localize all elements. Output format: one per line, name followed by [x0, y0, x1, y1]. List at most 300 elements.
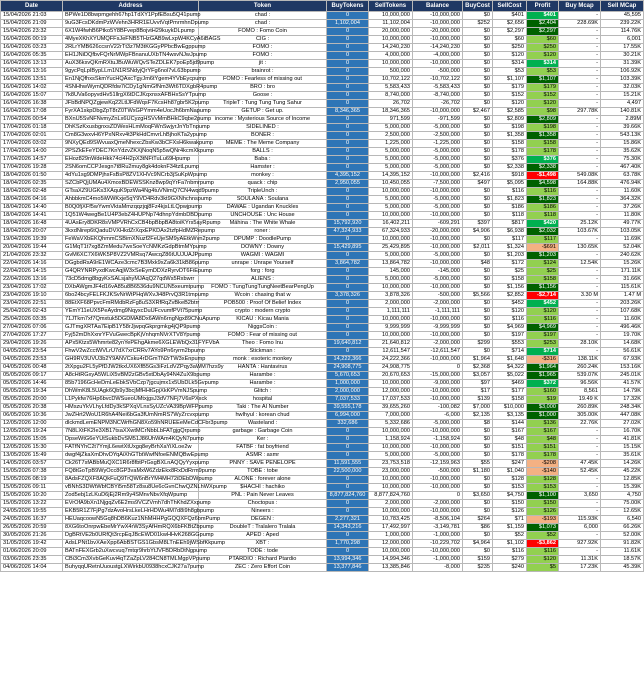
table-row — [1, 252, 644, 260]
cell-buy-mcap: 3.30 M — [559, 292, 601, 300]
cell-buy-tokens: 0 — [327, 36, 369, 44]
cell-sell-cost: $1,159 — [493, 524, 527, 532]
cell-buy-tokens: 15,429,895 — [327, 244, 369, 252]
cell-buy-tokens: 1,000,000 — [327, 380, 369, 388]
cell-buy-mcap: 228.69K — [559, 20, 601, 28]
cell-buy-cost: $252 — [463, 20, 493, 28]
cell-sell-tokens: 17,492,997 — [369, 524, 413, 532]
cell-buy-tokens: 0 — [327, 484, 369, 492]
cell-balance: -10,000,000 — [413, 60, 463, 68]
cell-sell-cost: $172 — [493, 260, 527, 268]
cell-buy-tokens: 0 — [327, 124, 369, 132]
cell-sell-mcap: 6,540 — [601, 516, 644, 524]
cell-address: FyrXA1skpDbgZpT8rZ0TWxGPYmm4eUocJh6bmNapump — [63, 108, 199, 116]
cell-buy-mcap: 22.76K — [559, 420, 601, 428]
cell-buy-mcap: - — [559, 76, 601, 84]
cell-profit: -$1,498 — [527, 172, 559, 180]
cell-date: 15/05/2026 10:20 — [1, 492, 63, 500]
cell-buy-mcap: - — [559, 300, 601, 308]
cell-buy-mcap: 297.78K — [559, 108, 601, 116]
cell-profit: $401 — [527, 12, 559, 20]
cell-sell-mcap: 11.80K — [601, 212, 644, 220]
table-row — [1, 388, 644, 396]
cell-address: dlckmdLemENPM3NCWrfhGN8Xo59hNRUEEeMeCdCFbr3pump — [63, 420, 199, 428]
cell-buy-tokens: 0 — [327, 204, 369, 212]
cell-balance: -10,000,000 — [413, 484, 463, 492]
cell-sell-mcap: 114.76K — [601, 28, 644, 36]
cell-address: 73cD5dmg8bgyKxSALsjahyMJAqQ27qdWs5Rxbwrr — [63, 276, 199, 284]
cell-address: L1Pykfw76Hp6bvcDWSueoUMtxjgsJ3dV7NFj7V6sPXxck — [63, 396, 199, 404]
table-row — [1, 156, 644, 164]
cell-profit: $250 — [527, 44, 559, 52]
cell-sell-tokens: 8,740,000 — [369, 92, 413, 100]
cell-profit: $158 — [527, 276, 559, 284]
cell-address: JwZHrt2WoU1R6hA4Nei6bGa3fUmNmRS7WyZrcvxpump — [63, 412, 199, 420]
cell-sell-cost: $144 — [493, 420, 527, 428]
cell-buy-tokens: 2,950,055 — [327, 180, 369, 188]
cell-balance: -5,000,000 — [413, 252, 463, 260]
cell-token: Theo : Fomo Inu — [199, 340, 327, 348]
cell-sell-cost: $158 — [493, 396, 527, 404]
cell-sell-cost: $117 — [493, 236, 527, 244]
cell-date: 27/04/2026 07:06 — [1, 324, 63, 332]
cell-token: TripleUnch : — [199, 188, 327, 196]
cell-sell-cost: $120 — [493, 308, 527, 316]
cell-token: FOMO : Fear of missing out — [199, 332, 327, 340]
cell-sell-mcap: 245.01K — [601, 372, 644, 380]
cell-profit: $186 — [527, 204, 559, 212]
cell-sell-tokens: 1,225,000 — [369, 140, 413, 148]
cell-sell-mcap: 240.62K — [601, 252, 644, 260]
cell-token: XBT : — [199, 540, 327, 548]
cell-address: BXnU5SvNFNvmyZnLx6UCyzgHSVvMmBHkC9qbe2pump — [63, 116, 199, 124]
cell-sell-tokens: 10,000,000 — [369, 444, 413, 452]
cell-sell-cost: $150 — [493, 500, 527, 508]
cell-sell-mcap: 239.22K — [601, 20, 644, 28]
cell-buy-cost: $0 — [463, 12, 493, 20]
cell-sell-tokens: 5,000,000 — [369, 252, 413, 260]
cell-buy-tokens: 7,037,533 — [327, 396, 369, 404]
cell-token: Taki : The AI Number — [199, 404, 327, 412]
cell-profit: $1,107 — [527, 76, 559, 84]
cell-address: En1NjQfhxsSkmYucHQAxcTgyJm6tYgem4YVbEycpump — [63, 76, 199, 84]
cell-buy-tokens: 0 — [327, 452, 369, 460]
cell-buy-mcap: 115.93K — [559, 516, 601, 524]
cell-buy-mcap: 19.49 K — [559, 396, 601, 404]
cell-date: 16/04/2026 03:23 — [1, 44, 63, 52]
cell-buy-mcap: - — [559, 132, 601, 140]
cell-buy-cost: $0 — [463, 452, 493, 460]
cell-buy-cost: $0 — [463, 484, 493, 492]
cell-sell-mcap: 66.26K — [601, 524, 644, 532]
cell-sell-tokens: 20,000,000 — [369, 28, 413, 36]
cell-buy-tokens: 0 — [327, 84, 369, 92]
column-header-balance: Balance — [413, 1, 463, 12]
cell-date: 18/04/2026 02:35 — [1, 180, 63, 188]
cell-token: Choctopus : — [199, 500, 327, 508]
cell-buy-tokens: 8,877,824,760 — [327, 492, 369, 500]
cell-buy-mcap: - — [559, 428, 601, 436]
cell-sell-cost: $197 — [493, 332, 527, 340]
table-row — [1, 436, 644, 444]
cell-date: 23/04/2026 22:51 — [1, 300, 63, 308]
cell-token: DEGEN : — [199, 516, 327, 524]
cell-sell-tokens: 5,000,000 — [369, 196, 413, 204]
cell-address: AhbbkmC4mo5iWWKxje5qY9VD4Rdv3kt9GXNhchnspump — [63, 196, 199, 204]
cell-buy-tokens: 0 — [327, 100, 369, 108]
cell-sell-tokens: 12,000,000 — [369, 388, 413, 396]
cell-sell-mcap: 17.55K — [601, 44, 644, 52]
cell-date: 16/04/2026 16:38 — [1, 100, 63, 108]
cell-sell-mcap: 35.61K — [601, 452, 644, 460]
cell-address: Fyj52mDhXxnrYFVuGwecBpKjVnhqmNVrXTV8Ypump — [63, 332, 199, 340]
cell-sell-cost: $151 — [493, 444, 527, 452]
cell-sell-tokens: 17,037,533 — [369, 396, 413, 404]
cell-buy-cost: $0 — [463, 44, 493, 52]
cell-date: 25/04/2026 03:35 — [1, 316, 63, 324]
cell-buy-cost: $0 — [463, 156, 493, 164]
cell-token: forg : forg — [199, 268, 327, 276]
cell-sell-mcap: 115.61K — [601, 284, 644, 292]
cell-sell-mcap: 14.79K — [601, 388, 644, 396]
cell-buy-tokens: 13,994,346 — [327, 556, 369, 564]
cell-date: 22/04/2026 14:16 — [1, 260, 63, 268]
cell-sell-mcap: 16.70K — [601, 428, 644, 436]
cell-token: NiggsCoin : — [199, 324, 327, 332]
table-row — [1, 348, 644, 356]
cell-profit: $253 — [527, 340, 559, 348]
cell-sell-mcap: 45,595 — [601, 12, 644, 20]
cell-balance: -10,000,000 — [413, 316, 463, 324]
cell-date: 05/05/2026 20:00 — [1, 396, 63, 404]
cell-balance: -12,159,963 — [413, 460, 463, 468]
table-row — [1, 28, 644, 36]
cell-token: $HACHI : hachiko — [199, 484, 327, 492]
cell-balance: -2,500,000 — [413, 132, 463, 140]
cell-buy-tokens: 0 — [327, 28, 369, 36]
cell-profit: $116 — [527, 548, 559, 556]
cell-profit: $2,297 — [527, 28, 559, 36]
cell-buy-tokens: 1,102,004 — [327, 20, 369, 28]
cell-address: 8AdsFZQXF8AQkFuQ9TrQW6nBrYM4MH72iDEbDWpump — [63, 476, 199, 484]
column-header-token: Token — [199, 1, 327, 12]
cell-balance: -8,506,104 — [413, 516, 463, 524]
cell-address: 6bo24bcyFELFKJKSvNrWtPHqWXvJi48PrvQ3R1tmpump — [63, 292, 199, 300]
table-row — [1, 516, 644, 524]
cell-balance: -8,000 — [413, 564, 463, 572]
cell-buy-mcap: - — [559, 284, 601, 292]
cell-sell-cost: $2,585 — [493, 108, 527, 116]
cell-sell-mcap: 15.86K — [601, 140, 644, 148]
cell-buy-tokens: 0 — [327, 308, 369, 316]
table-row — [1, 228, 644, 236]
cell-buy-tokens: 0 — [327, 348, 369, 356]
cell-sell-cost: $120 — [493, 100, 527, 108]
cell-sell-mcap: 11.60K — [601, 316, 644, 324]
cell-sell-tokens: 10,000,000 — [369, 332, 413, 340]
cell-sell-cost: $1,107 — [493, 76, 527, 84]
cell-sell-mcap: 11.69K — [601, 236, 644, 244]
table-row — [1, 188, 644, 196]
table-row — [1, 468, 644, 476]
cell-token: SIDELINED : — [199, 124, 327, 132]
table-row — [1, 52, 644, 60]
cell-buy-cost: $0 — [463, 36, 493, 44]
table-row — [1, 212, 644, 220]
cell-balance: -1,000,000 — [413, 532, 463, 540]
cell-date: 17/04/2026 14:00 — [1, 148, 63, 156]
cell-sell-mcap: 15.15K — [601, 444, 644, 452]
cell-buy-tokens: 0 — [327, 116, 369, 124]
cell-buy-tokens: 0 — [327, 196, 369, 204]
cell-token: GETUP : Get up. — [199, 108, 327, 116]
cell-sell-cost: $5,022 — [493, 372, 527, 380]
cell-sell-tokens: 9,999,999 — [369, 324, 413, 332]
cell-sell-cost: $158 — [493, 276, 527, 284]
cell-token: FATBF : fat boyfriend — [199, 444, 327, 452]
cell-balance: -8,740,000 — [413, 92, 463, 100]
table-row — [1, 364, 644, 372]
column-header-sell-tokens: SellTokens — [369, 1, 413, 12]
cell-profit: -$140 — [527, 468, 559, 476]
cell-profit: -$208 — [527, 460, 559, 468]
cell-date: 12/05/2026 19:24 — [1, 428, 63, 436]
cell-sell-tokens: 1,111,111 — [369, 308, 413, 316]
cell-buy-tokens: 2,000,000 — [327, 388, 369, 396]
cell-date: 13/05/2026 15:49 — [1, 452, 63, 460]
cell-buy-tokens: 8,346,365 — [327, 108, 369, 116]
cell-balance: -609,291 — [413, 220, 463, 228]
cell-sell-mcap: 12.85K — [601, 476, 644, 484]
cell-buy-mcap: - — [559, 12, 601, 20]
cell-balance: -10,000,000 — [413, 332, 463, 340]
cell-token: TODE : tode — [199, 548, 327, 556]
cell-sell-tokens: 2,000,000 — [369, 500, 413, 508]
cell-balance: -5,583,433 — [413, 84, 463, 92]
cell-buy-mcap: 8,561 — [559, 388, 601, 396]
cell-date: 24/05/2026 19:55 — [1, 508, 63, 516]
table-row — [1, 116, 644, 124]
cell-address: 9uG3FcsDKdmPzWVehn3HRR1EUvvtVqtPmrmhnDpump — [63, 20, 199, 28]
cell-buy-tokens: 0 — [327, 12, 369, 20]
cell-buy-mcap: - — [559, 36, 601, 44]
cell-sell-cost: $553 — [493, 340, 527, 348]
cell-sell-cost: $25 — [493, 268, 527, 276]
cell-address: Ck26T7sfABbMuQXC1R6r8fbtPrGsgBXLnAQQyYyxpump — [63, 460, 199, 468]
cell-buy-tokens: 0 — [327, 316, 369, 324]
table-row — [1, 460, 644, 468]
cell-sell-mcap: 447.08K — [601, 412, 644, 420]
cell-sell-tokens: 1,158,924 — [369, 436, 413, 444]
cell-sell-tokens: 16,402,211 — [369, 220, 413, 228]
table-row — [1, 68, 644, 76]
cell-date: 05/05/2026 20:38 — [1, 404, 63, 412]
cell-token: Glitch : — [199, 388, 327, 396]
cell-balance: -2,000,000 — [413, 500, 463, 508]
cell-sell-tokens: 500,000 — [369, 68, 413, 76]
cell-token: APED : Aped — [199, 532, 327, 540]
cell-sell-tokens: 21,640,812 — [369, 340, 413, 348]
header-row — [1, 1, 644, 12]
cell-sell-cost: $116 — [493, 548, 527, 556]
cell-profit: -$193 — [527, 516, 559, 524]
cell-sell-cost: $120 — [493, 52, 527, 60]
cell-address: DgBRtVE2b0URfQt3rcpEqJBcEWD01kwHHvK268GGpump — [63, 532, 199, 540]
cell-buy-mcap: 260.24K — [559, 364, 601, 372]
cell-buy-cost: $4,906 — [463, 228, 493, 236]
cell-token: PNL : Pain Never Leaves — [199, 492, 327, 500]
cell-sell-mcap: 4,750 — [601, 492, 644, 500]
cell-token: FOMO : TungTungTungNeetBearPengUp — [199, 284, 327, 292]
cell-address: dwgf4jZkaXmDhvDYqAiXhGTbtWwfNfoeENMQBwEpump — [63, 452, 199, 460]
cell-buy-mcap: - — [559, 188, 601, 196]
cell-balance: -500,000 — [413, 468, 463, 476]
cell-date: 18/04/2026 02:48 — [1, 188, 63, 196]
table-row — [1, 404, 644, 412]
cell-buy-mcap: - — [559, 236, 601, 244]
cell-sell-cost: $4,322 — [493, 364, 527, 372]
cell-profit: $124 — [527, 260, 559, 268]
cell-profit: $160 — [527, 388, 559, 396]
cell-sell-cost: $3,135 — [493, 412, 527, 420]
cell-address: 2PSZkEFeYDEC7KnYdzvZKXjNoqN5p5wQNr4kcmXkpump — [63, 148, 199, 156]
cell-buy-cost: $0 — [463, 276, 493, 284]
cell-balance: -1,000,000 — [413, 556, 463, 564]
cell-sell-tokens: 10,000,000 — [369, 316, 413, 324]
cell-sell-mcap: 248.34K — [601, 404, 644, 412]
cell-sell-tokens: 7,000,000 — [369, 412, 413, 420]
cell-buy-tokens: 13,377,846 — [327, 564, 369, 572]
cell-date: 04/06/2026 14:04 — [1, 564, 63, 572]
cell-buy-mcap: 12.54K — [559, 260, 601, 268]
cell-sell-tokens: 24,908,775 — [369, 364, 413, 372]
cell-buy-cost: $0 — [463, 140, 493, 148]
cell-buy-cost: $0 — [463, 236, 493, 244]
cell-address: 3kxdNirep6tQaduDVXHkdZrXqxEPKDAx2tzfpHdMZRepump — [63, 228, 199, 236]
cell-profit: $314 — [527, 60, 559, 68]
cell-buy-tokens: 0 — [327, 324, 369, 332]
cell-buy-cost: $0 — [463, 348, 493, 356]
cell-address: AdsLPNt1bvXAeXpp6AbBSTGS1GbsM8LTnEEh9jWSbfKkpump — [63, 540, 199, 548]
cell-sell-tokens: 5,332,686 — [369, 420, 413, 428]
cell-sell-mcap: 37.26K — [601, 204, 644, 212]
cell-sell-cost: $10,000 — [493, 404, 527, 412]
cell-date: 15/05/2026 13:22 — [1, 500, 63, 508]
table-row — [1, 332, 644, 340]
cell-address: 9gycPqLpIBypLLm1N1RSNdyjQrYFg6nol7vL63bpump — [63, 68, 199, 76]
cell-sell-tokens: 10,000,000 — [369, 380, 413, 388]
table-row — [1, 412, 644, 420]
cell-profit: $116 — [527, 188, 559, 196]
cell-sell-cost: $918 — [493, 172, 527, 180]
cell-buy-mcap: - — [559, 124, 601, 132]
cell-buy-cost: $0 — [463, 428, 493, 436]
cell-buy-cost: $0 — [463, 76, 493, 84]
table-row — [1, 300, 644, 308]
cell-date: 22/04/2026 13:16 — [1, 276, 63, 284]
cell-address: vBNhS3DWtWbfCBYi5m58Tz8su8Ue6cGvnChwQZNLhWXpump — [63, 484, 199, 492]
cell-sell-mcap: 91.82K — [601, 540, 644, 548]
cell-balance: -10,000,000 — [413, 396, 463, 404]
cell-buy-tokens: 0 — [327, 140, 369, 148]
cell-buy-tokens: 0 — [327, 60, 369, 68]
table-row — [1, 44, 644, 52]
cell-token: Ker : — [199, 436, 327, 444]
cell-sell-cost: $247 — [493, 460, 527, 468]
cell-buy-mcap: - — [559, 332, 601, 340]
cell-date: 18/04/2026 16:48 — [1, 220, 63, 228]
cell-sell-cost: $376 — [493, 156, 527, 164]
cell-buy-cost: $0 — [463, 284, 493, 292]
cell-balance: -10,702,122 — [413, 76, 463, 84]
cell-buy-cost: $0 — [463, 332, 493, 340]
cell-sell-mcap: 75.00K — [601, 500, 644, 508]
cell-buy-cost: $0 — [463, 300, 493, 308]
cell-sell-mcap: 14.26K — [601, 460, 644, 468]
cell-date: 15/04/2026 21:09 — [1, 20, 63, 28]
cell-address: FATfNYhC2t7YmjL6ewtXtUxgq8eyBrhXaYiXLoe2w — [63, 444, 199, 452]
cell-buy-mcap: - — [559, 60, 601, 68]
cell-buy-mcap: - — [559, 484, 601, 492]
cell-date: 22/04/2026 14:15 — [1, 268, 63, 276]
cell-sell-mcap: 4,497 — [601, 100, 644, 108]
cell-profit: $52 — [527, 532, 559, 540]
cell-balance: 0 — [413, 492, 463, 500]
cell-sell-mcap: 19.70K — [601, 332, 644, 340]
cell-buy-cost: $264 — [463, 516, 493, 524]
cell-buy-mcap: 138.11K — [559, 356, 601, 364]
cell-sell-mcap: 49.77K — [601, 220, 644, 228]
cell-buy-mcap: - — [559, 324, 601, 332]
cell-token: Wcoin : chasing that w — [199, 292, 327, 300]
cell-sell-tokens: 2,000,000 — [369, 300, 413, 308]
cell-sell-tokens: 39,655,260 — [369, 404, 413, 412]
table-row — [1, 308, 644, 316]
cell-buy-cost: $2,135 — [463, 412, 493, 420]
cell-balance: -20,000,000 — [413, 228, 463, 236]
cell-profit: $197 — [527, 332, 559, 340]
cell-balance: -10,000,000 — [413, 20, 463, 28]
cell-sell-mcap: 106.92K — [601, 68, 644, 76]
cell-sell-tokens: 11,102,004 — [369, 20, 413, 28]
cell-token: jit : — [199, 60, 327, 68]
cell-sell-cost: $153 — [493, 484, 527, 492]
cell-address: 2tXpgu2FL5yPfDJW2tkxUX6XfB5Gs3iFzLdVZPqy3aWM7hzs9y — [63, 364, 199, 372]
table-row — [1, 420, 644, 428]
cell-profit: $120 — [527, 100, 559, 108]
cell-sell-tokens: 145,000 — [369, 268, 413, 276]
cell-sell-cost: $2,338 — [493, 164, 527, 172]
cell-buy-mcap: - — [559, 548, 601, 556]
cell-sell-tokens: 5,000,000 — [369, 276, 413, 284]
cell-profit: $4,598 — [527, 180, 559, 188]
cell-address: 7k8UVa6opyvdHv51llrgX6tDCJKqxnsxAFBHxSsYTpump — [63, 92, 199, 100]
cell-profit: $2,032 — [527, 228, 559, 236]
cell-address: BATnFEXGrb2uXwcvuq7mtqr9hrbYtJVFBDRbDtNgpump — [63, 548, 199, 556]
cell-buy-tokens: 0 — [327, 476, 369, 484]
cell-buy-tokens: 0 — [327, 300, 369, 308]
cell-profit: $150 — [527, 500, 559, 508]
cell-buy-tokens: 14,343,216 — [327, 524, 369, 532]
cell-date: 23/04/2026 19:10 — [1, 292, 63, 300]
table-row — [1, 196, 644, 204]
table-body — [1, 12, 644, 572]
cell-address: G4QRYNRPyxdKwcAqjW3xSeEymDDXzRyrvDT6FiEpump — [63, 268, 199, 276]
cell-token: garbage : Garbage Coin — [199, 428, 327, 436]
cell-token: DPUMP : DoodlePump — [199, 236, 327, 244]
table-row — [1, 532, 644, 540]
cell-sell-mcap: 14.68K — [601, 340, 644, 348]
